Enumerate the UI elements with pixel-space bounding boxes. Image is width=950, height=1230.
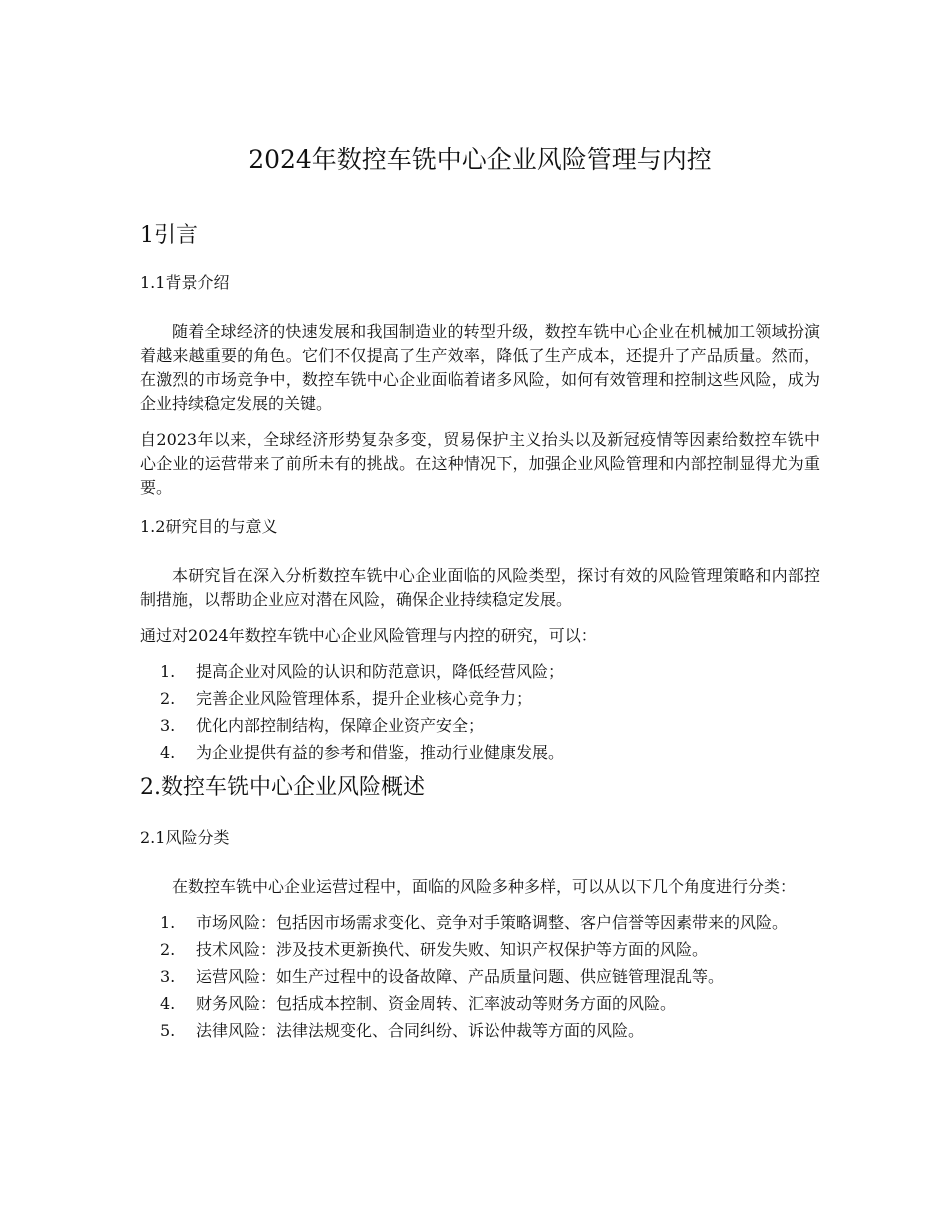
paragraph: 自2023年以来，全球经济形势复杂多变，贸易保护主义抬头以及新冠疫情等因素给数控车铣中心企业的运营带来了前所未有的挑战。在这种情况下，加强企业风险管理和内部控制显得尤为重要。 [140, 430, 820, 497]
paragraph: 在数控车铣中心企业运营过程中，面临的风险多种多样，可以从以下几个角度进行分类： [172, 877, 797, 896]
list-item [140, 741, 820, 765]
list-text: 完善企业风险管理体系，提升企业核心竞争力； [196, 689, 533, 708]
list-text: 法律风险：法律法规变化、合同纠纷、诉讼仲裁等方面的风险。 [196, 1021, 645, 1040]
list-number: 2. [160, 689, 176, 708]
list-text: 财务风险：包括成本控制、资金周转、汇率波动等财务方面的风险。 [196, 994, 677, 1013]
list-text: 运营风险：如生产过程中的设备故障、产品质量问题、供应链管理混乱等。 [196, 967, 725, 986]
list-number: 5. [160, 1021, 176, 1040]
paragraph: 本研究旨在深入分析数控车铣中心企业面临的风险类型，探讨有效的风险管理策略和内部控制措施，以帮助企业应对潜在风险，确保企业持续稳定发展。 [140, 566, 820, 609]
list-item [140, 660, 820, 684]
list-text: 优化内部控制结构，保障企业资产安全； [196, 716, 485, 735]
paragraph: 通过对2024年数控车铣中心企业风险管理与内控的研究，可以： [140, 626, 597, 645]
list-item [140, 687, 820, 711]
list-text: 提高企业对风险的认识和防范意识，降低经营风险； [196, 662, 565, 681]
list-number: 1. [160, 913, 176, 932]
list-text: 为企业提供有益的参考和借鉴，推动行业健康发展。 [196, 743, 565, 762]
list-item [140, 965, 820, 989]
section-1-heading: 1引言 [140, 223, 198, 248]
list-item [140, 992, 820, 1016]
list-number: 2. [160, 940, 176, 959]
list-text: 市场风险：包括因市场需求变化、竞争对手策略调整、客户信誉等因素带来的风险。 [196, 913, 789, 932]
list-item [140, 911, 820, 935]
list-number: 3. [160, 716, 176, 735]
document-title: 2024年数控车铣中心企业风险管理与内控 [248, 145, 712, 174]
list-text: 技术风险：涉及技术更新换代、研发失败、知识产权保护等方面的风险。 [196, 940, 709, 959]
numbered-list [140, 660, 820, 765]
list-item [140, 938, 820, 962]
list-item [140, 714, 820, 738]
list-number: 4. [160, 994, 176, 1013]
list-number: 3. [160, 967, 176, 986]
list-item [140, 1019, 820, 1043]
numbered-list [140, 911, 820, 1043]
paragraph: 随着全球经济的快速发展和我国制造业的转型升级，数控车铣中心企业在机械加工领域扮演着越来越重要的角色。它们不仅提高了生产效率，降低了生产成本，还提升了产品质量。然而，在激烈的市场竞争中，数控车铣中心企业面临着诸多风险，如何有效管理和控制这些风险，成为企业持续稳定发展的关键。 [140, 322, 820, 413]
section-2-1-heading: 2.1风险分类 [140, 828, 230, 847]
section-1-2-heading: 1.2研究目的与意义 [140, 517, 278, 536]
list-number: 4. [160, 743, 176, 762]
section-1-1-heading: 1.1背景介绍 [140, 273, 230, 292]
list-number: 1. [160, 662, 176, 681]
section-2-heading: 2.数控车铣中心企业风险概述 [140, 775, 425, 800]
